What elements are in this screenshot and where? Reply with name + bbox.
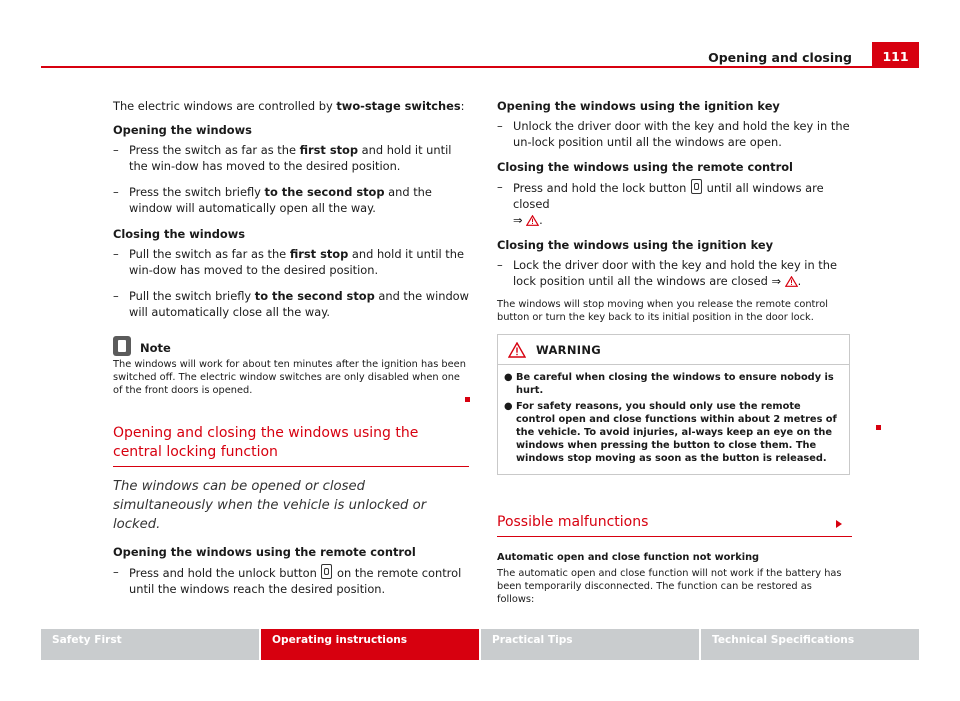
warning-title: WARNING (536, 342, 601, 357)
section-end-marker (465, 397, 470, 402)
header-rule (41, 66, 919, 68)
list-item: – Press and hold the unlock button on the remote control until the windows reach the desired position. (113, 565, 462, 596)
key-lock-icon (691, 179, 702, 194)
malfunctions-heading: Automatic open and close function not working (497, 552, 760, 563)
list-item: – Press the switch briefly to the second stop and the window will automatically open all the way. (113, 185, 432, 215)
closing-heading: Closing the windows (113, 227, 246, 241)
warning-box (497, 334, 850, 475)
warning-icon (785, 276, 798, 287)
footer-tab-technical-specifications[interactable]: Technical Specifications (701, 629, 919, 660)
warning-icon (526, 215, 539, 226)
footer-tab-operating-instructions[interactable]: Operating instructions (261, 629, 479, 660)
warning-item: ● For safety reasons, you should only use the remote control open and close functions within about 2 metres of the vehicle. To avoid injuries, al-ways keep an eye on the windows when pressing the button to close them. The windows stop moving as soon as the button is released. (504, 401, 837, 464)
opening-heading: Opening the windows (113, 123, 252, 137)
left-column (113, 98, 469, 597)
footer-tabs (41, 629, 919, 660)
section-end-marker (876, 425, 881, 430)
page-header-title: Opening and closing (708, 50, 852, 65)
footer-tab-practical-tips[interactable]: Practical Tips (481, 629, 699, 660)
list-item: – Lock the driver door with the key and hold the key in the lock position until all the windows are closed ⇒ . (497, 258, 837, 288)
continue-arrow-icon (836, 520, 842, 528)
note-box (113, 336, 469, 397)
key-unlock-icon (321, 564, 332, 579)
list-item: – Press the switch as far as the first stop and hold it until the win-dow has moved to the desired position. (113, 143, 452, 173)
list-item: – Pull the switch briefly to the second stop and the window will automatically close all the way. (113, 289, 469, 319)
ignition-close-heading: Closing the windows using the ignition key (497, 238, 774, 252)
remote-open-heading: Opening the windows using the remote control (113, 545, 416, 559)
note-icon (113, 336, 131, 356)
note-title: Note (140, 341, 171, 355)
remote-close-heading: Closing the windows using the remote control (497, 160, 793, 174)
section-subtitle: The windows can be opened or closed simultaneously when the vehicle is unlocked or locked. (113, 479, 427, 532)
warning-icon (508, 342, 526, 358)
footer-tab-safety-first[interactable]: Safety First (41, 629, 259, 660)
right-column (497, 98, 852, 606)
malfunctions-body: The automatic open and close function will not work if the battery has been temporarily disconnected. The function can be restored as follows: (497, 568, 842, 605)
list-item: – Press and hold the lock button until all windows are closed ⇒ . (497, 180, 824, 227)
stop-info-text: The windows will stop moving when you release the remote control button or turn the key back to its initial position in the door lock. (497, 299, 828, 323)
section-title: Opening and closing the windows using the central locking function (113, 424, 469, 467)
note-body: The windows will work for about ten minutes after the ignition has been switched off. The electric window switches are only disabled when one of the front doors is opened. (113, 359, 466, 396)
page-number: 111 (872, 42, 919, 67)
list-item: – Unlock the driver door with the key and hold the key in the un-lock position until all the windows are open. (497, 119, 850, 149)
intro-text: The electric windows are controlled by two-stage switches: (113, 99, 465, 113)
ignition-open-heading: Opening the windows using the ignition key (497, 99, 780, 113)
list-item: – Pull the switch as far as the first stop and hold it until the win-dow has moved to the desired position. (113, 247, 464, 277)
warning-item: ● Be careful when closing the windows to ensure nobody is hurt. (504, 372, 834, 396)
malfunctions-title: Possible malfunctions (497, 513, 852, 537)
